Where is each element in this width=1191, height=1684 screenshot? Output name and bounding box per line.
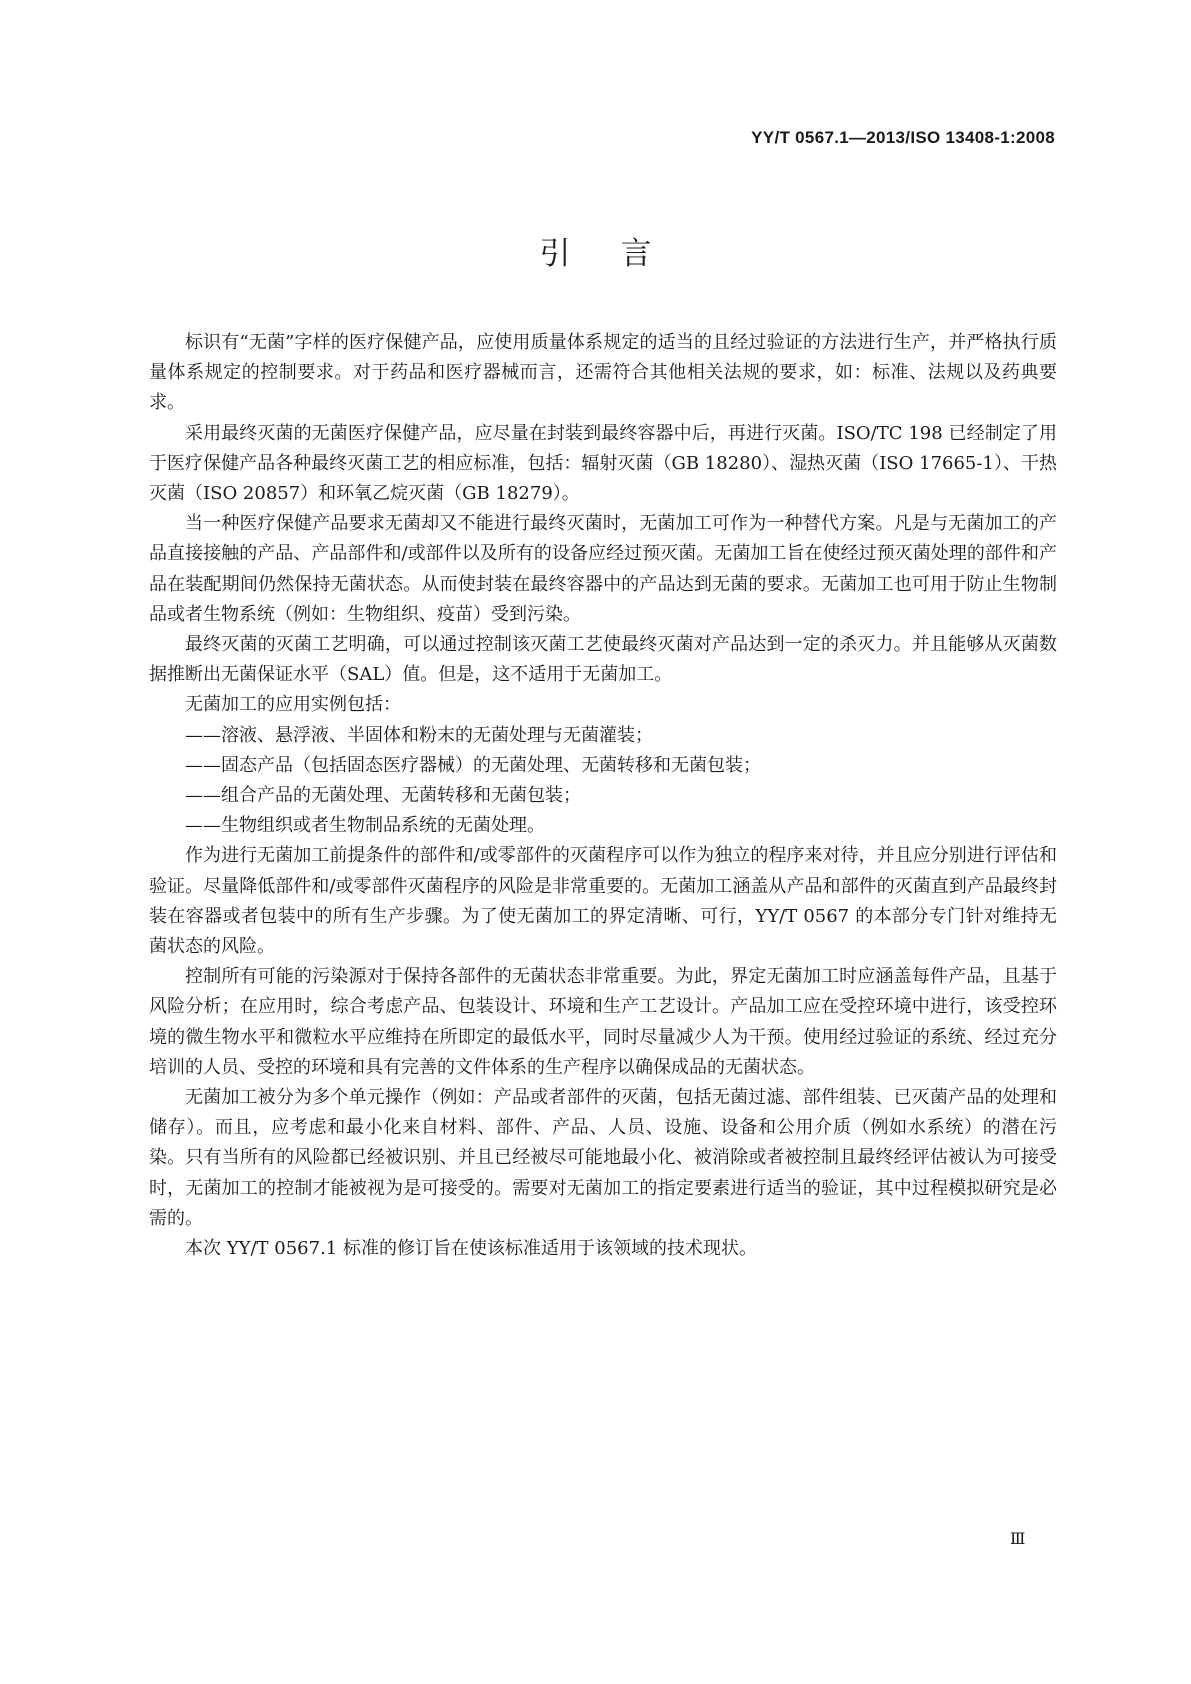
document-id: YY/T 0567.1—2013/ISO 13408-1:2008 xyxy=(751,128,1055,147)
list-item: ——生物组织或者生物制品系统的无菌处理。 xyxy=(185,815,545,837)
page-number: Ⅲ xyxy=(1010,1531,1026,1548)
paragraph: 最终灭菌的灭菌工艺明确，可以通过控制该灭菌工艺使最终灭菌对产品达到一定的杀灭力。并且能够从灭菌数据推断出无菌保证水平（SAL）值。但是，这不适用于无菌加工。 xyxy=(149,634,1057,686)
paragraph: 采用最终灭菌的无菌医疗保健产品，应尽量在封装到最终容器中后，再进行灭菌。ISO/TC 198 已经制定了用于医疗保健产品各种最终灭菌工艺的相应标准，包括：辐射灭菌（GB 18280）、湿热灭菌（ISO 17665-1）、干热灭菌（ISO 20857）和环氧乙烷灭菌（GB 18279）。 xyxy=(149,422,1057,505)
paragraph: 本次 YY/T 0567.1 标准的修订旨在使该标准适用于该领域的技术现状。 xyxy=(185,1238,757,1260)
list-item: ——溶液、悬浮液、半固体和粉末的无菌处理与无菌灌装； xyxy=(185,724,653,746)
page-title: 引言 xyxy=(539,236,702,272)
paragraph: 无菌加工被分为多个单元操作（例如：产品或者部件的灭菌，包括无菌过滤、部件组装、已灭菌产品的处理和储存）。而且，应考虑和最小化来自材料、部件、产品、人员、设施、设备和公用介质（例如水系统）的潜在污染。只有当所有的风险都已经被识别、并且已经被尽可能地最小化、被消除或者被控制且最终经评估被认为可接受时，无菌加工的控制才能被视为是可接受的。需要对无菌加工的指定要素进行适当的验证，其中过程模拟研究是必需的。 xyxy=(149,1087,1057,1229)
list-item: ——固态产品（包括固态医疗器械）的无菌处理、无菌转移和无菌包装； xyxy=(185,754,761,776)
paragraph: 当一种医疗保健产品要求无菌却又不能进行最终灭菌时，无菌加工可作为一种替代方案。凡是与无菌加工的产品直接接触的产品、产品部件和/或部件以及所有的设备应经过预灭菌。无菌加工旨在使经过预灭菌处理的部件和产品在装配期间仍然保持无菌状态。从而使封装在最终容器中的产品达到无菌的要求。无菌加工也可用于防止生物制品或者生物系统（例如：生物组织、疫苗）受到污染。 xyxy=(149,513,1057,625)
list-item: ——组合产品的无菌处理、无菌转移和无菌包装； xyxy=(185,785,581,807)
body-text xyxy=(149,328,1057,1264)
paragraph: 无菌加工的应用实例包括： xyxy=(185,694,401,716)
paragraph: 控制所有可能的污染源对于保持各部件的无菌状态非常重要。为此，界定无菌加工时应涵盖每件产品，且基于风险分析；在应用时，综合考虑产品、包装设计、环境和生产工艺设计。产品加工应在受控环境中进行，该受控环境的微生物水平和微粒水平应维持在所即定的最低水平，同时尽量减少人为干预。使用经过验证的系统、经过充分培训的人员、受控的环境和具有完善的文件体系的生产程序以确保成品的无菌状态。 xyxy=(149,966,1057,1078)
paragraph: 作为进行无菌加工前提条件的部件和/或零部件的灭菌程序可以作为独立的程序来对待，并且应分别进行评估和验证。尽量降低部件和/或零部件灭菌程序的风险是非常重要的。无菌加工涵盖从产品和部件的灭菌直到产品最终封装在容器或者包装中的所有生产步骤。为了使无菌加工的界定清晰、可行，YY/T 0567 的本部分专门针对维持无菌状态的风险。 xyxy=(149,845,1057,958)
paragraph: 标识有“无菌”字样的医疗保健产品，应使用质量体系规定的适当的且经过验证的方法进行生产，并严格执行质量体系规定的控制要求。对于药品和医疗器械而言，还需符合其他相关法规的要求，如：标准、法规以及药典要求。 xyxy=(149,332,1057,414)
